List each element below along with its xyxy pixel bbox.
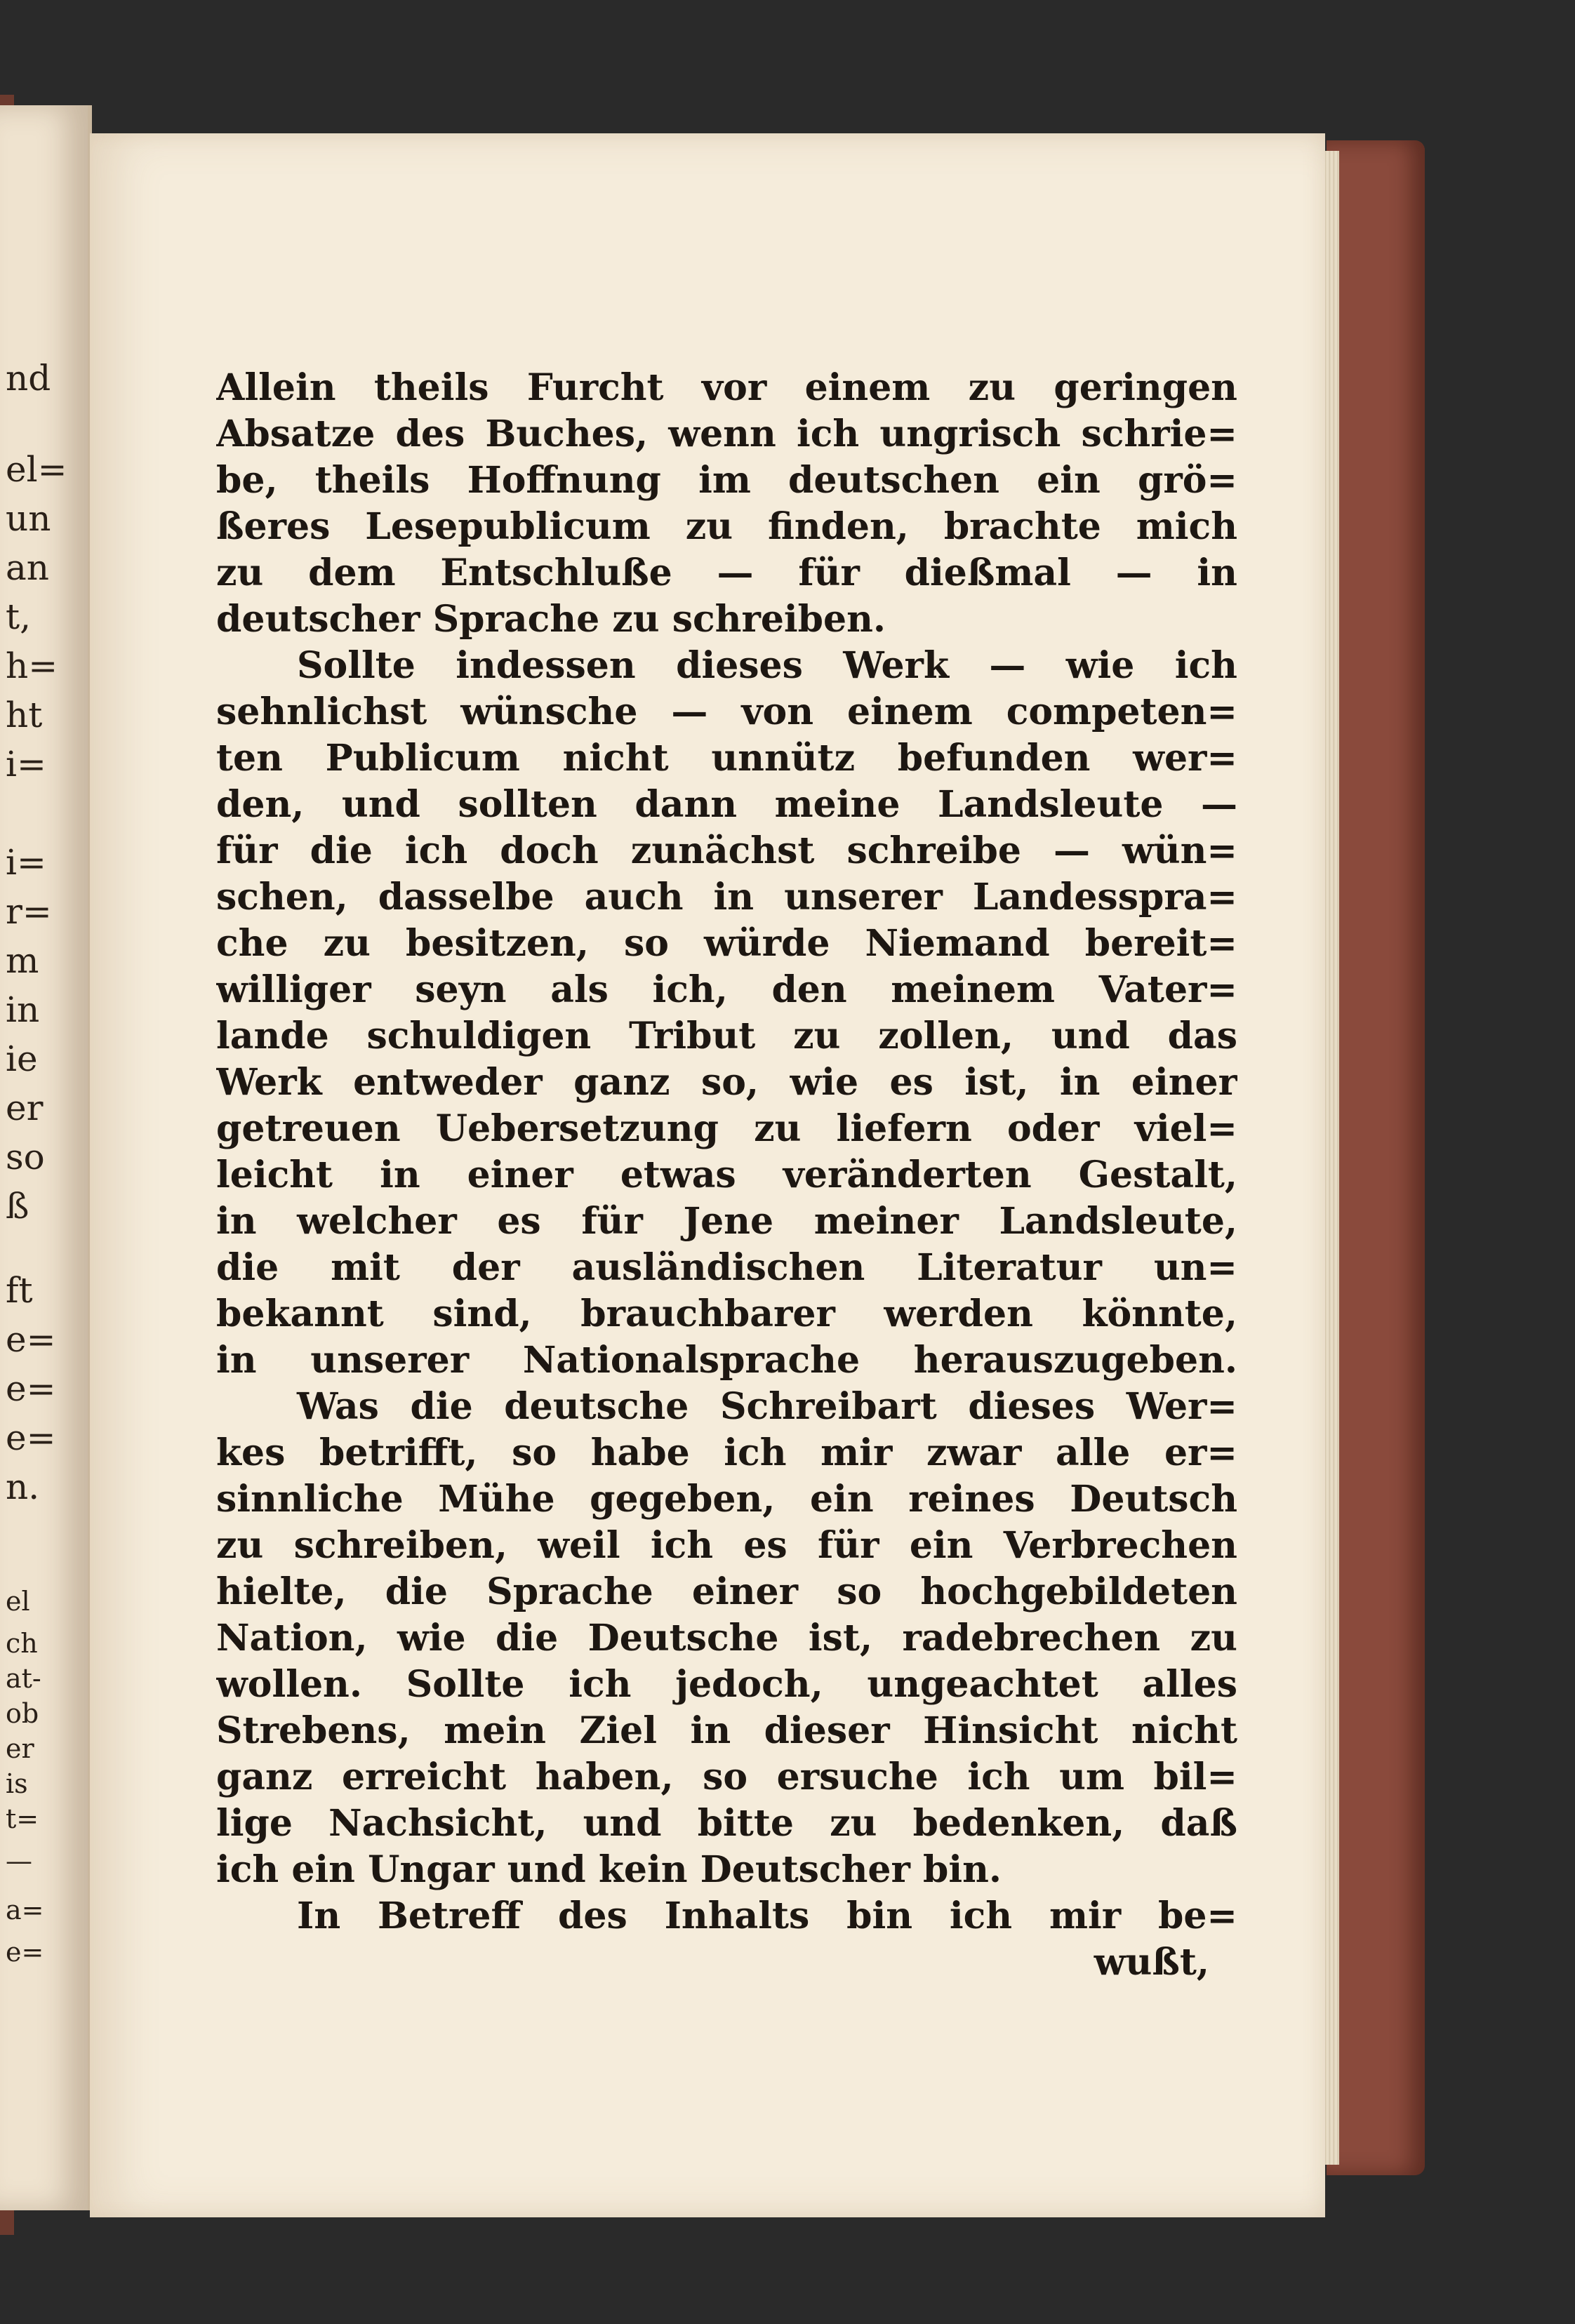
text-line: lige Nachsicht, und bitte zu bedenken, daß xyxy=(216,1802,1237,1845)
left-fragment: — xyxy=(6,1845,32,1876)
text-line: williger seyn als ich, den meinem Vater= xyxy=(216,968,1237,1011)
left-fragment: ß xyxy=(6,1186,29,1227)
left-fragment: t= xyxy=(6,1803,39,1834)
text-line: kes betrifft, so habe ich mir zwar alle er= xyxy=(216,1431,1237,1474)
left-fragment: so xyxy=(6,1137,45,1177)
left-fragment: ht xyxy=(6,695,43,735)
text-line: zu schreiben, weil ich es für ein Verbrechen xyxy=(216,1524,1237,1567)
text-line: in welcher es für Jene meiner Landsleute, xyxy=(216,1200,1237,1243)
text-line: hielte, die Sprache einer so hochgebildeten xyxy=(216,1570,1237,1613)
text-line: schen, dasselbe auch in unserer Landesspra= xyxy=(216,876,1237,919)
text-line: den, und sollten dann meine Landsleute — xyxy=(216,783,1237,826)
left-fragment: e= xyxy=(6,1417,56,1458)
text-line: sinnliche Mühe gegeben, ein reines Deutsch xyxy=(216,1478,1237,1521)
text-line: bekannt sind, brauchbarer werden könnte, xyxy=(216,1293,1237,1335)
left-fragment: a= xyxy=(6,1895,44,1925)
left-fragment: nd xyxy=(6,358,51,399)
left-fragment: el= xyxy=(6,449,67,490)
text-line: ßeres Lesepublicum zu finden, brachte mich xyxy=(216,505,1237,548)
left-fragment: ch xyxy=(6,1628,38,1659)
text-line: zu dem Entschluße — für dießmal — in xyxy=(216,552,1237,594)
left-fragment: ie xyxy=(6,1039,38,1079)
text-line: Was die deutsche Schreibart dieses Wer= xyxy=(297,1385,1237,1428)
text-line: deutscher Sprache zu schreiben. xyxy=(216,598,886,641)
left-fragment: in xyxy=(6,989,40,1030)
text-line: ganz erreicht haben, so ersuche ich um bil= xyxy=(216,1756,1237,1798)
text-line: lande schuldigen Tribut zu zollen, und das xyxy=(216,1015,1237,1057)
left-fragment: ft xyxy=(6,1270,33,1311)
text-line: be, theils Hoffnung im deutschen ein grö= xyxy=(216,459,1237,502)
text-line: in unserer Nationalsprache herauszugeben. xyxy=(216,1339,1237,1382)
left-fragment: er xyxy=(6,1088,44,1128)
left-fragment: er xyxy=(6,1733,34,1764)
left-fragment: h= xyxy=(6,646,58,686)
left-fragment: at- xyxy=(6,1663,41,1694)
left-fragment: e= xyxy=(6,1319,56,1360)
catchword: wußt, xyxy=(1094,1941,1209,1984)
text-line: Strebens, mein Ziel in dieser Hinsicht nicht xyxy=(216,1709,1237,1752)
text-line: ich ein Ungar und kein Deutscher bin. xyxy=(216,1848,1002,1891)
left-fragment: i= xyxy=(6,744,46,784)
text-line: leicht in einer etwas veränderten Gestalt, xyxy=(216,1154,1237,1196)
right-book-cover xyxy=(1327,140,1425,2175)
text-line: Nation, wie die Deutsche ist, radebrechen zu xyxy=(216,1617,1237,1659)
left-fragment: an xyxy=(6,547,50,588)
text-line: sehnlichst wünsche — von einem competen= xyxy=(216,690,1237,733)
left-fragment: el xyxy=(6,1586,30,1617)
text-line: die mit der ausländischen Literatur un= xyxy=(216,1246,1237,1289)
text-line: Sollte indessen dieses Werk — wie ich xyxy=(297,644,1237,687)
text-line: ten Publicum nicht unnütz befunden wer= xyxy=(216,737,1237,780)
left-fragment: r= xyxy=(6,891,52,932)
left-fragment: m xyxy=(6,940,39,981)
left-fragment: ob xyxy=(6,1698,39,1729)
left-fragment: is xyxy=(6,1768,28,1799)
text-line: Absatze des Buches, wenn ich ungrisch schrie= xyxy=(216,413,1237,455)
text-line: In Betreff des Inhalts bin ich mir be= xyxy=(297,1895,1237,1937)
book-page xyxy=(90,133,1325,2217)
left-fragment: n. xyxy=(6,1467,40,1507)
left-page-text-fragments xyxy=(0,358,84,2042)
text-line: che zu besitzen, so würde Niemand bereit= xyxy=(216,922,1237,965)
left-fragment: e= xyxy=(6,1937,44,1968)
text-line: Allein theils Furcht vor einem zu geringen xyxy=(216,366,1237,409)
left-fragment: un xyxy=(6,498,51,539)
text-line: Werk entweder ganz so, wie es ist, in einer xyxy=(216,1061,1237,1104)
left-fragment: t, xyxy=(6,596,31,637)
page-text xyxy=(216,365,1237,1986)
left-fragment: i= xyxy=(6,842,46,883)
text-line: getreuen Uebersetzung zu liefern oder viel= xyxy=(216,1107,1237,1150)
text-line: für die ich doch zunächst schreibe — wün= xyxy=(216,829,1237,872)
left-fragment: e= xyxy=(6,1368,56,1409)
text-line: wollen. Sollte ich jedoch, ungeachtet alles xyxy=(216,1663,1237,1706)
